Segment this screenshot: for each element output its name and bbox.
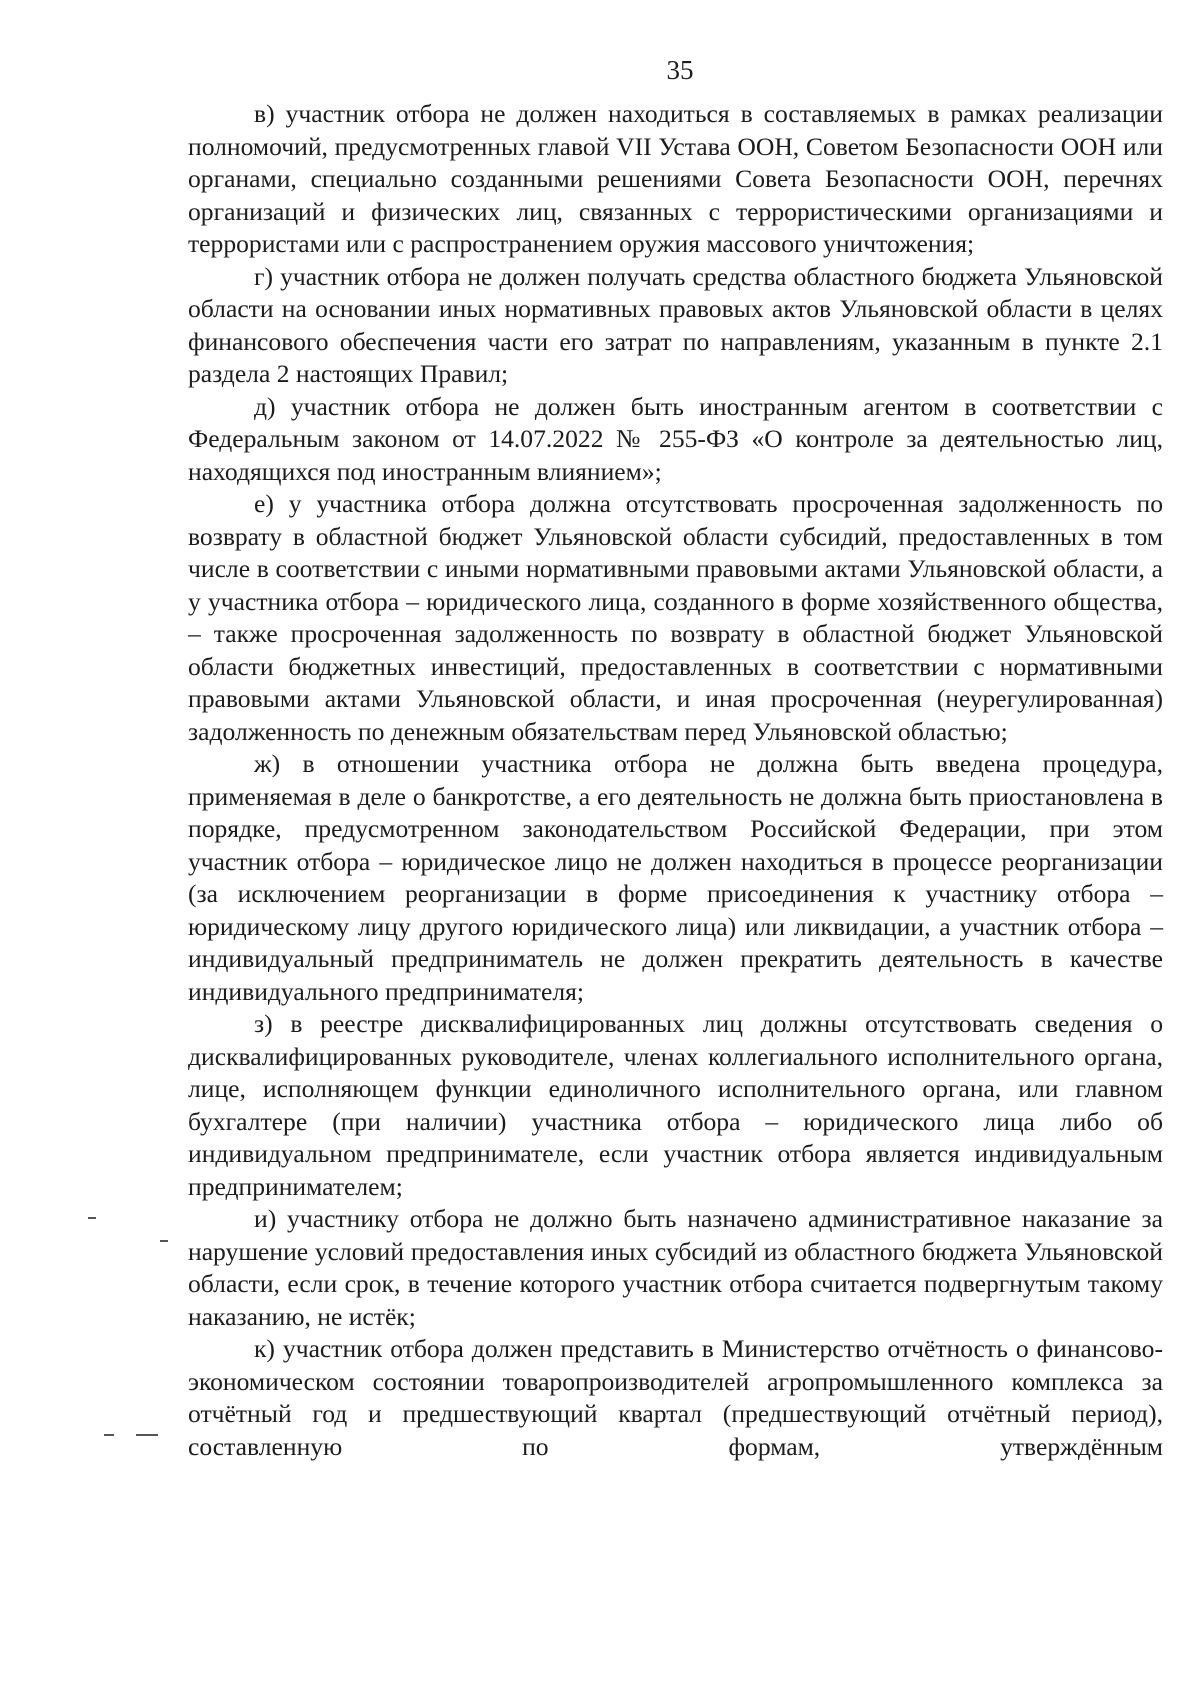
page-number: 35 [666, 55, 694, 85]
scan-mark [136, 1434, 158, 1436]
paragraph-zh: ж) в отношении участника отбора не должна быть введена процедура, применяемая в деле о банкротстве, а его деятельность не должна быть приостановлена в порядке, предусмотренном законодательством Российской Федерации, при этом участник отбора – юридическое лицо не должен находиться в процессе реорганизации (за исключением реорганизации в форме присоединения к участнику отбора – юридическому лицу другого юридического лица) или ликвидации, а участник отбора – индивидуальный предприниматель не должен прекратить деятельность в качестве индивидуального предпринимателя; [188, 749, 1163, 1006]
paragraph-d: д) участник отбора не должен быть иностранным агентом в соответствии с Федеральным законом от 14.07.2022 № 255-ФЗ «О контроле за деятельностью лиц, находящихся под иностранным влиянием»; [188, 391, 1163, 486]
document-body [188, 98, 1163, 1463]
scan-mark [88, 1217, 96, 1219]
paragraph-g: г) участник отбора не должен получать средства областного бюджета Ульяновской области на основании иных нормативных правовых актов Ульяновской области в целях финансового обеспечения части его затрат по направлениям, указанным в пункте 2.1 раздела 2 настоящих Правил; [188, 261, 1163, 388]
paragraph-i: и) участнику отбора не должно быть назначено административное наказание за нарушение условий предоставления иных субсидий из областного бюджета Ульяновской области, если срок, в течение которого участник отбора считается подвергнутым такому наказанию, не истёк; [188, 1204, 1163, 1331]
scan-mark [160, 1240, 168, 1242]
paragraph-v: в) участник отбора не должен находиться в составляемых в рамках реализации полномочий, предусмотренных главой VII Устава ООН, Советом Безопасности ООН или органами, специально созданными решениями Совета Безопасности ООН, перечнях организаций и физических лиц, связанных с террористическими организациями и террористами или с распространением оружия массового уничтожения; [188, 99, 1163, 258]
paragraph-e: е) у участника отбора должна отсутствовать просроченная задолженность по возврату в областной бюджет Ульяновской области субсидий, предоставленных в том числе в соответствии с иными нормативными правовыми актами Ульяновской области, а у участника отбора – юридического лица, созданного в форме хозяйственного общества, – также просроченная задолженность по возврату в областной бюджет Ульяновской области бюджетных инвестиций, предоставленных в соответствии с нормативными правовыми актами Ульяновской области, и иная просроченная (неурегулированная) задолженность по денежным обязательствам перед Ульяновской областью; [188, 489, 1163, 746]
paragraph-z: з) в реестре дисквалифицированных лиц должны отсутствовать сведения о дисквалифицированных руководителе, членах коллегиального исполнительного органа, лице, исполняющем функции единоличного исполнительного органа, или главном бухгалтере (при наличии) участника отбора – юридического лица либо об индивидуальном предпринимателе, если участник отбора является индивидуальным предпринимателем; [188, 1009, 1163, 1201]
paragraph-k: к) участник отбора должен представить в Министерство отчётность о финансово-экономическом состоянии товаропроизводителей агропромышленного комплекса за отчётный год и предшествующий квартал (предшествующий отчётный период), составленную по формам, утверждённым [188, 1334, 1163, 1461]
scan-mark [104, 1434, 114, 1436]
